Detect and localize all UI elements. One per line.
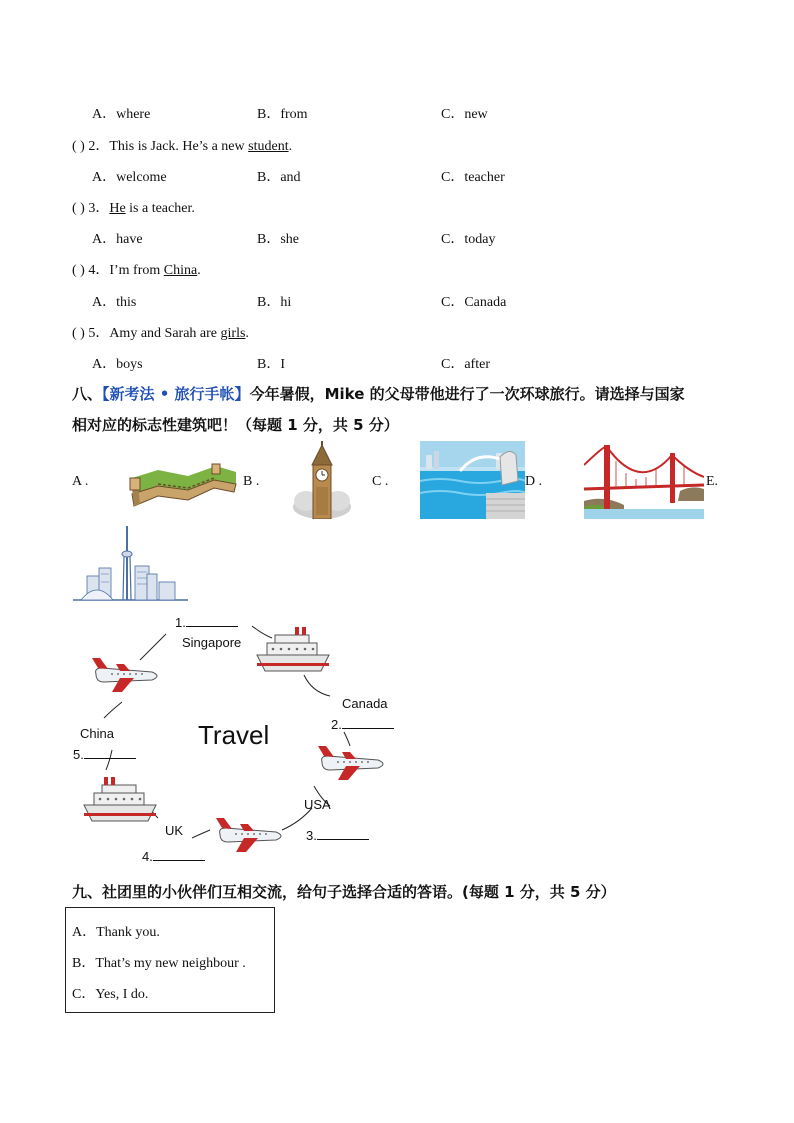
q3-text: ( ) 3． (72, 201, 110, 216)
plane-icon (90, 656, 162, 696)
country-singapore: Singapore (182, 635, 242, 650)
pic-label-a: A . (72, 474, 89, 489)
q3-option-b: B．she (257, 232, 299, 247)
q1-option-b: B．from (257, 107, 308, 122)
blank-2-number: 2. (331, 717, 342, 732)
q1-option-c: C．new (441, 107, 488, 122)
big-ben-picture (292, 441, 352, 519)
blank-1[interactable] (175, 614, 238, 630)
blank-1-number: 1. (175, 615, 186, 630)
blank-3[interactable] (306, 827, 369, 843)
q2-text: ( ) 2．This is Jack. He’s a new (72, 139, 245, 154)
question-4 (72, 259, 201, 279)
q5-text: ( ) 5．Amy and Sarah are (72, 326, 218, 341)
answer-b: B．That’s my new neighbour . (72, 956, 246, 971)
cn-tower-picture (73, 526, 188, 602)
q5-underlined: girls (220, 326, 246, 341)
q1-option-a: A．where (92, 107, 151, 122)
section-8-tag: 【新考法 • 旅行手帐】 (102, 385, 250, 403)
pic-label-d: D . (525, 474, 543, 489)
answer-a: A．Thank you. (72, 925, 160, 940)
pic-label-b: B . (243, 474, 260, 489)
q4-option-a: A．this (92, 295, 137, 310)
blank-5[interactable] (73, 746, 136, 762)
ship-icon-2 (82, 774, 158, 824)
pic-label-c: C . (372, 474, 389, 489)
country-usa: USA (304, 797, 331, 812)
q5-option-c: C．after (441, 357, 490, 372)
question-3 (72, 197, 195, 217)
blank-3-number: 3. (306, 828, 317, 843)
section-9-title: 九、社团里的小伙伴们互相交流，给句子选择合适的答语。(每题 1 分，共 5 分） (72, 883, 616, 901)
country-china: China (80, 726, 114, 741)
diagram-center-title: Travel (198, 720, 270, 750)
q4-text: ( ) 4．I’m from (72, 263, 161, 278)
question-2 (72, 135, 292, 155)
q5-option-b: B．I (257, 357, 285, 372)
pic-label-e: E. (706, 474, 719, 489)
q3-option-c: C．today (441, 232, 496, 247)
q4-underlined: China (163, 263, 198, 278)
section-8-line2: 相对应的标志性建筑吧！（每题 1 分，共 5 分） (72, 416, 399, 434)
blank-4-number: 4. (142, 849, 153, 864)
blank-5-number: 5. (73, 747, 84, 762)
plane-icon-2 (316, 744, 388, 784)
q2-end: . (288, 139, 293, 154)
answer-c: C．Yes, I do. (72, 987, 149, 1002)
q2-option-a: A．welcome (92, 170, 167, 185)
golden-gate-picture (584, 441, 704, 519)
plane-icon-3 (214, 816, 286, 856)
q4-end: . (197, 263, 201, 278)
q4-option-b: B．hi (257, 295, 292, 310)
section-8-prefix: 八、 (72, 385, 103, 403)
q3-option-a: A．have (92, 232, 143, 247)
q3-rest: is a teacher. (129, 201, 195, 216)
ship-icon (255, 625, 331, 673)
q5-option-a: A．boys (92, 357, 143, 372)
section-8-line1 (72, 383, 685, 404)
blank-2[interactable] (331, 716, 394, 732)
q2-option-c: C．teacher (441, 170, 505, 185)
section-8-text: 今年暑假，Mike 的父母带他进行了一次环球旅行。请选择与国家 (249, 385, 685, 403)
great-wall-picture (128, 448, 240, 510)
merlion-picture (420, 441, 525, 519)
q2-underlined: student (248, 139, 289, 154)
q4-option-c: C．Canada (441, 295, 507, 310)
country-canada: Canada (342, 696, 388, 711)
question-5 (72, 322, 249, 342)
q2-option-b: B．and (257, 170, 301, 185)
travel-diagram-connectors (0, 600, 794, 870)
blank-4[interactable] (142, 848, 205, 864)
q3-underlined: He (109, 201, 126, 216)
country-uk: UK (165, 823, 184, 838)
q5-end: . (245, 326, 249, 341)
